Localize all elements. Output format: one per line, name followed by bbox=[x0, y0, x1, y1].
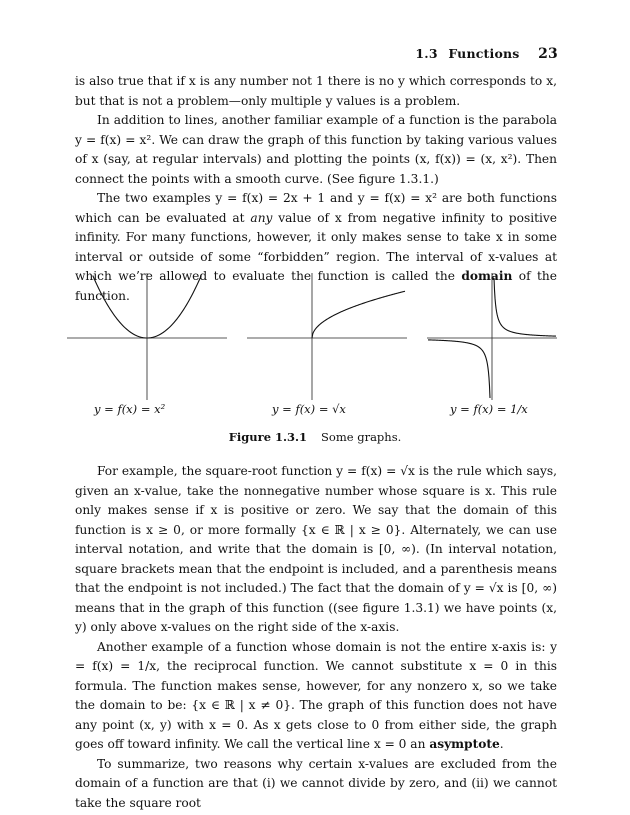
paragraph-square-root: For example, the square-root function y = f(x) = √x is the rule which says, given an x-value, take the nonnegative number whose square is x. This rule only makes sense if x is positive or zero. We say that the domain of this function is x ≥ 0, or more formally {x ∈ ℝ | x ≥ 0}. Alternately, we can use interval notation, and write that the domain is [0, ∞). (In interval notation, square brackets mean that the endpoint is included, and a parenthesis means that the endpoint is not included.) The fact that the domain of y = √x is [0, ∞) means that in the graph of this function ((see figure 1.3.1) we have points (x, y) only above x-values on the right side of the x-axis. bbox=[75, 464, 557, 634]
emphasis-any: any bbox=[250, 210, 273, 225]
sqrt-caption: y = f(x) = √x bbox=[272, 402, 346, 416]
sqrt-graph bbox=[247, 270, 407, 400]
page-number: 23 bbox=[538, 46, 558, 62]
running-header bbox=[415, 46, 558, 62]
paragraph-parabola: In addition to lines, another familiar example of a function is the parabola y = f(x) = x². We can draw the graph of this function by taking various values of x (say, at regular intervals) and plotting the points (x, f(x)) = (x, x²). Then connect the points with a smooth curve. (See figure 1.3.1.) bbox=[75, 113, 557, 186]
section-title: Functions bbox=[448, 46, 520, 61]
figure-caption bbox=[0, 430, 630, 444]
reciprocal-curve-right bbox=[494, 278, 556, 336]
section-number: 1.3 bbox=[415, 46, 438, 61]
paragraph-reciprocal: Another example of a function whose domain is not the entire x-axis is: y = f(x) = 1/x, the reciprocal function. We cannot substitute x = 0 in this formula. The function makes sense, however, for any nonzero x, so we take the domain to be: {x ∈ ℝ | x ≠ 0}. The graph of this function does not have any point (x, y) with x = 0. As x gets close to 0 from either side, the graph goes off toward infinity. We call the vertical line x = 0 an asymptote. bbox=[75, 639, 557, 751]
figure-label: Figure 1.3.1 bbox=[228, 430, 308, 444]
parabola-caption: y = f(x) = x² bbox=[94, 402, 166, 416]
reciprocal-graph bbox=[427, 270, 557, 400]
paragraph-summary: To summarize, two reasons why certain x-values are excluded from the domain of a function are that (i) we cannot divide by zero, and (ii) we cannot take the square root bbox=[75, 756, 557, 810]
paragraph-continuation: is also true that if x is any number not 1 there is no y which corresponds to x, but that is not a problem—only multiple y values is a problem. bbox=[75, 74, 557, 108]
parabola-graph bbox=[67, 270, 227, 400]
reciprocal-caption: y = f(x) = 1/x bbox=[450, 402, 528, 416]
term-domain: domain bbox=[461, 269, 513, 283]
text-block-bottom bbox=[75, 462, 557, 813]
reciprocal-curve-left bbox=[428, 340, 490, 398]
paragraph-domain-definition: The two examples y = f(x) = 2x + 1 and y = f(x) = x² are both functions which can be evaluated at any value of x from negative infinity to positive infinity. For many functions, however, it only makes sense to take x in some interval or outside of some “forbidden” region. The interval of x-values at which we’re allowed to evaluate the function is called the domain of the function. bbox=[75, 191, 557, 303]
term-asymptote: asymptote bbox=[429, 737, 500, 751]
figure-graphs bbox=[62, 270, 572, 420]
figure-caption-text: Some graphs. bbox=[321, 430, 402, 444]
sqrt-curve bbox=[312, 291, 405, 338]
